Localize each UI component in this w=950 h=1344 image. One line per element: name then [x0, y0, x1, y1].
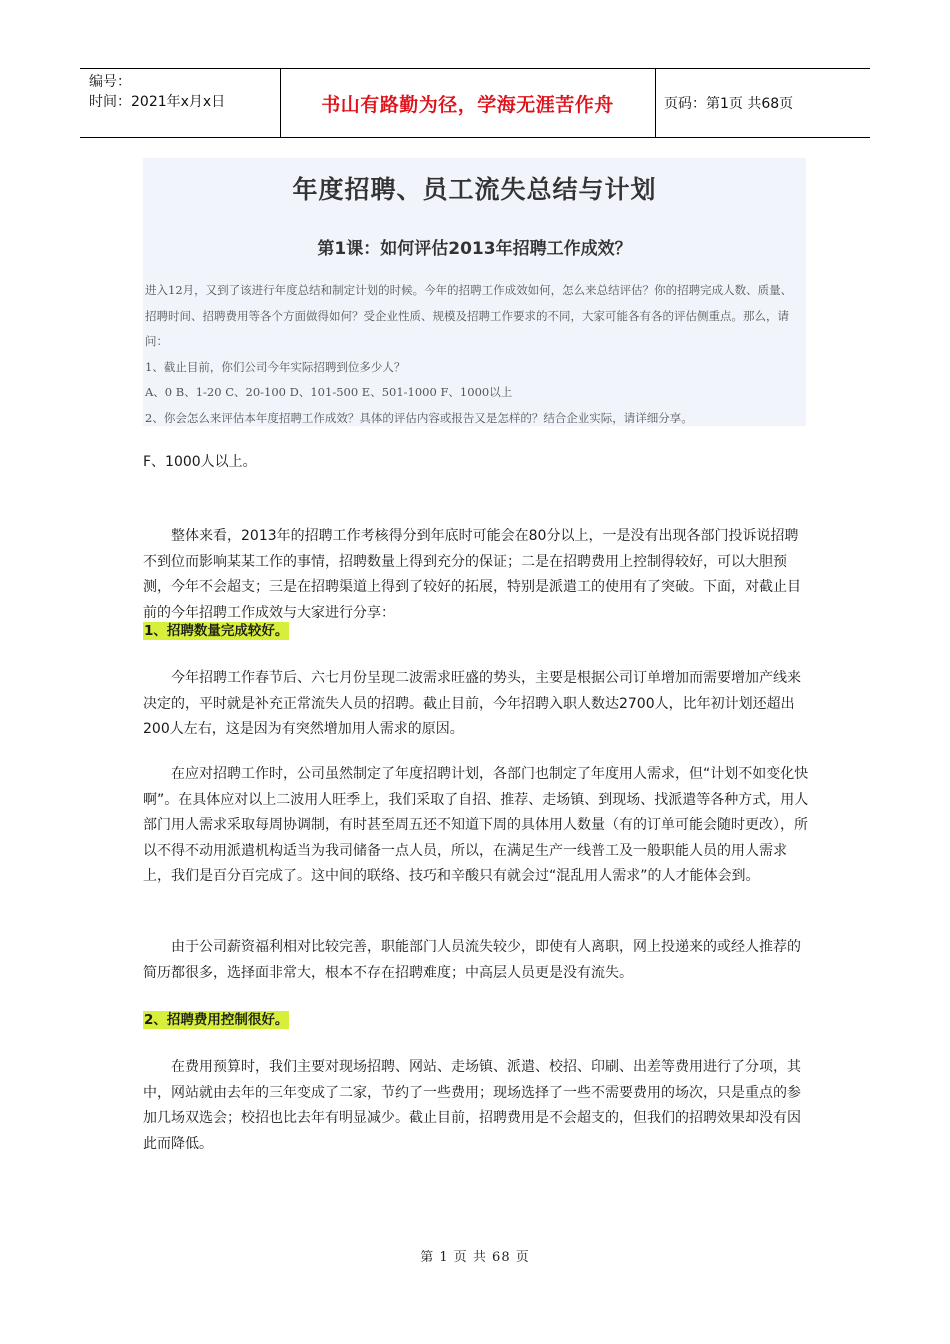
section-heading-2: [143, 1008, 809, 1034]
section-heading-1: [143, 619, 809, 645]
header-page-info: 页码：第1页 共68页: [664, 96, 794, 112]
intro-options: A、0 B、1-20 C、20-100 D、101-500 E、501-1000 F、1000以上: [145, 385, 513, 399]
document-number-label: 编号：: [89, 74, 131, 90]
intro-text: [145, 278, 801, 431]
document-date: 时间：2021年x月x日: [89, 94, 226, 110]
highlighted-heading: 2、招聘费用控制很好。: [144, 1012, 289, 1028]
paragraph-text: 在费用预算时，我们主要对现场招聘、网站、走场镇、派遣、校招、印刷、出差等费用进行了分项，其中，网站就由去年的三年变成了二家，节约了一些费用；现场选择了一些不需要费用的场次，只是重点的参加几场双选会；校招也比去年有明显减少。截止目前，招聘费用是不会超支的，但我们的招聘效果却没有因此而降低。: [143, 1059, 801, 1152]
intro-box: [143, 158, 806, 426]
option-f-text: F、1000人以上。: [143, 454, 257, 470]
paragraph-cost: [143, 1055, 809, 1157]
highlighted-heading: 1、招聘数量完成较好。: [144, 623, 289, 639]
intro-paragraph: 进入12月，又到了该进行年度总结和制定计划的时候。今年的招聘工作成效如何，怎么来总结评估？你的招聘完成人数、质量、招聘时间、招聘费用等各个方面做得如何？受企业性质、规模及招聘工作要求的不同，大家可能各有各的评估侧重点。那么，请问：: [145, 283, 793, 348]
paragraph-retention: [143, 935, 809, 986]
paragraph-response: [143, 762, 809, 890]
paragraph-text: 由于公司薪资福利相对比较完善，职能部门人员流失较少，即使有人离职，网上投递来的或经人推荐的简历都很多，选择面非常大，根本不存在招聘难度；中高层人员更是没有流失。: [143, 939, 801, 981]
paragraph-text: 整体来看，2013年的招聘工作考核得分到年底时可能会在80分以上，一是没有出现各部门投诉说招聘不到位而影响某某工作的事情，招聘数量上得到充分的保证；二是在招聘费用上控制得较好，可以大胆预测，今年不会超支；三是在招聘渠道上得到了较好的拓展，特别是派遣工的使用有了突破。下面，对截止目前的今年招聘工作成效与大家进行分享：: [143, 528, 801, 621]
paragraph-quantity: [143, 666, 809, 743]
lesson-subtitle: 第1课：如何评估2013年招聘工作成效？: [317, 239, 632, 259]
header-motto: 书山有路勤为径，学海无涯苦作舟: [321, 93, 614, 116]
paragraph-text: 在应对招聘工作时，公司虽然制定了年度招聘计划，各部门也制定了年度用人需求，但“计划不如变化快啊”。在具体应对以上二波用人旺季上，我们采取了自招、推荐、走场镇、到现场、找派遣等各种方式，用人部门用人需求采取每周协调制，有时甚至周五还不知道下周的具体用人数量（有的订单可能会随时更改），所以不得不动用派遣机构适当为我司储备一点人员，所以，在满足生产一线普工及一般职能人员的用人需求上，我们是百分百完成了。这中间的联络、技巧和辛酸只有就会过“混乱用人需求”的人才能体会到。: [143, 766, 809, 884]
page-title: 年度招聘、员工流失总结与计划: [292, 175, 657, 204]
paragraph-text: 今年招聘工作春节后、六七月份呈现二波需求旺盛的势头，主要是根据公司订单增加而需要增加产线来决定的，平时就是补充正常流失人员的招聘。截止目前，今年招聘入职人数达2700人，比年初计划还超出200人左右，这是因为有突然增加用人需求的原因。: [143, 670, 801, 737]
intro-question-2: 2、你会怎么来评估本年度招聘工作成效？具体的评估内容或报告又是怎样的？结合企业实际，请详细分享。: [145, 410, 693, 425]
header-meta: [80, 69, 280, 137]
page-footer: 第 1 页 共 68 页: [420, 1250, 530, 1265]
option-f: [143, 450, 809, 476]
intro-question-1: 1、截止目前，你们公司今年实际招聘到位多少人？: [145, 359, 406, 374]
paragraph-overview: [143, 524, 809, 626]
page-header: [80, 68, 870, 138]
header-divider: [655, 69, 656, 137]
